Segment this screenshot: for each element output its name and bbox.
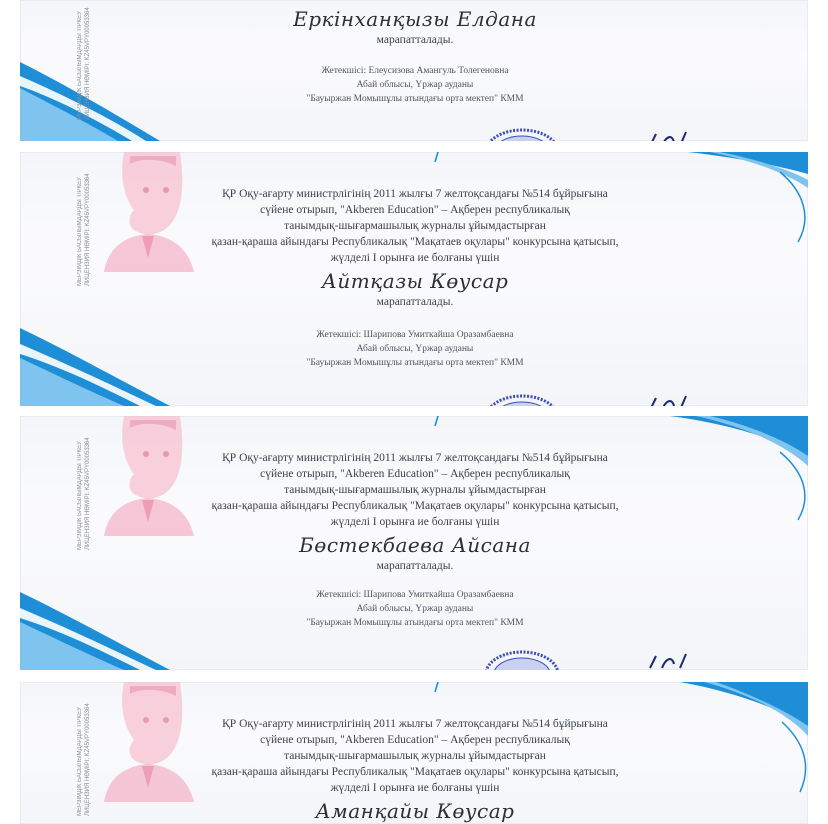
- signature-mark: [646, 650, 702, 670]
- license-side-text: МЕРЗІМДІК БАСЫЛЫМДАРДЫ ТІРКЕУ ЛИЦЕНЗИЯ НӨМІРІ: KZ45VPY00053364: [77, 7, 91, 120]
- supervisor-block: Жетекшісі: Шарипова Умиткайша Оразамбаевна Абай облысы, Үржар ауданы "Бауыржан Момышұлы атындағы орта мектеп" КММ: [306, 590, 524, 628]
- certificate-3: [20, 416, 808, 670]
- awarded-text: марапатталады.: [376, 560, 454, 572]
- awarded-text: марапатталады.: [376, 296, 454, 308]
- certificate-1: [20, 0, 808, 141]
- recipient-name: Еркінханқызы Елдана: [293, 7, 537, 31]
- license-side-text: МЕРЗІМДІК БАСЫЛЫМДАРДЫ ТІРКЕУ ЛИЦЕНЗИЯ НӨМІРІ: KZ45VPY00053364: [77, 437, 91, 550]
- top-mark: [432, 416, 442, 428]
- license-side-text: МЕРЗІМДІК БАСЫЛЫМДАРДЫ ТІРКЕУ ЛИЦЕНЗИЯ НӨМІРІ: KZ45VPY00053364: [77, 173, 91, 286]
- seal-stamp: [478, 128, 566, 141]
- signature-mark: [646, 128, 702, 141]
- recipient-name: Аманқайы Көусар: [315, 799, 515, 823]
- top-mark: [432, 682, 442, 694]
- certificate-4: [20, 682, 808, 824]
- supervisor-block: Жетекшісі: Елеусизова Амангуль Толегеновна Абай облысы, Үржар ауданы "Бауыржан Момышұлы атындағы орта мектеп" КММ: [306, 66, 524, 104]
- license-side-text: МЕРЗІМДІК БАСЫЛЫМДАРДЫ ТІРКЕУ ЛИЦЕНЗИЯ НӨМІРІ: KZ45VPY00053364: [77, 703, 91, 816]
- awarded-text: марапатталады.: [376, 34, 454, 46]
- signature-mark: [646, 392, 702, 406]
- certificate-body: ҚР Оқу-ағарту министрлігінің 2011 жылғы 7 желтоқсандағы №514 бұйрығына сүйене отырып, "Akberen Education" – Ақберен республикалық танымдық-шығармашылық журналы ұйымдастырған қазан-қараша айындағы Республикалық "Мақатаев оқулары" конкурсына қатысып, жүлделі І орынға ие болғаны үшін Айтқазы Көусар марапатталады.: [170, 186, 660, 310]
- certificate-body: [170, 4, 660, 48]
- recipient-name: Бөстекбаева Айсана: [299, 533, 531, 557]
- supervisor-block: Жетекшісі: Шарипова Умиткайша Оразамбаевна Абай облысы, Үржар ауданы "Бауыржан Момышұлы атындағы орта мектеп" КММ: [306, 330, 524, 368]
- top-mark: [432, 152, 442, 164]
- certificate-body: ҚР Оқу-ағарту министрлігінің 2011 жылғы 7 желтоқсандағы №514 бұйрығына сүйене отырып, "Akberen Education" – Ақберен республикалық танымдық-шығармашылық журналы ұйымдастырған қазан-қараша айындағы Республикалық "Мақатаев оқулары" конкурсына қатысып, жүлделі І орынға ие болғаны үшін Бөстекбаева Айсана марапатталады.: [170, 450, 660, 574]
- seal-stamp: [478, 394, 566, 406]
- certificate-body: ҚР Оқу-ағарту министрлігінің 2011 жылғы 7 желтоқсандағы №514 бұйрығына сүйене отырып, "Akberen Education" – Ақберен республикалық танымдық-шығармашылық журналы ұйымдастырған қазан-қараша айындағы Республикалық "Мақатаев оқулары" конкурсына қатысып, жүлделі І орынға ие болғаны үшін Аманқайы Көусар: [170, 716, 660, 824]
- certificate-2: [20, 152, 808, 406]
- recipient-name: Айтқазы Көусар: [321, 269, 509, 293]
- seal-stamp: [478, 650, 566, 670]
